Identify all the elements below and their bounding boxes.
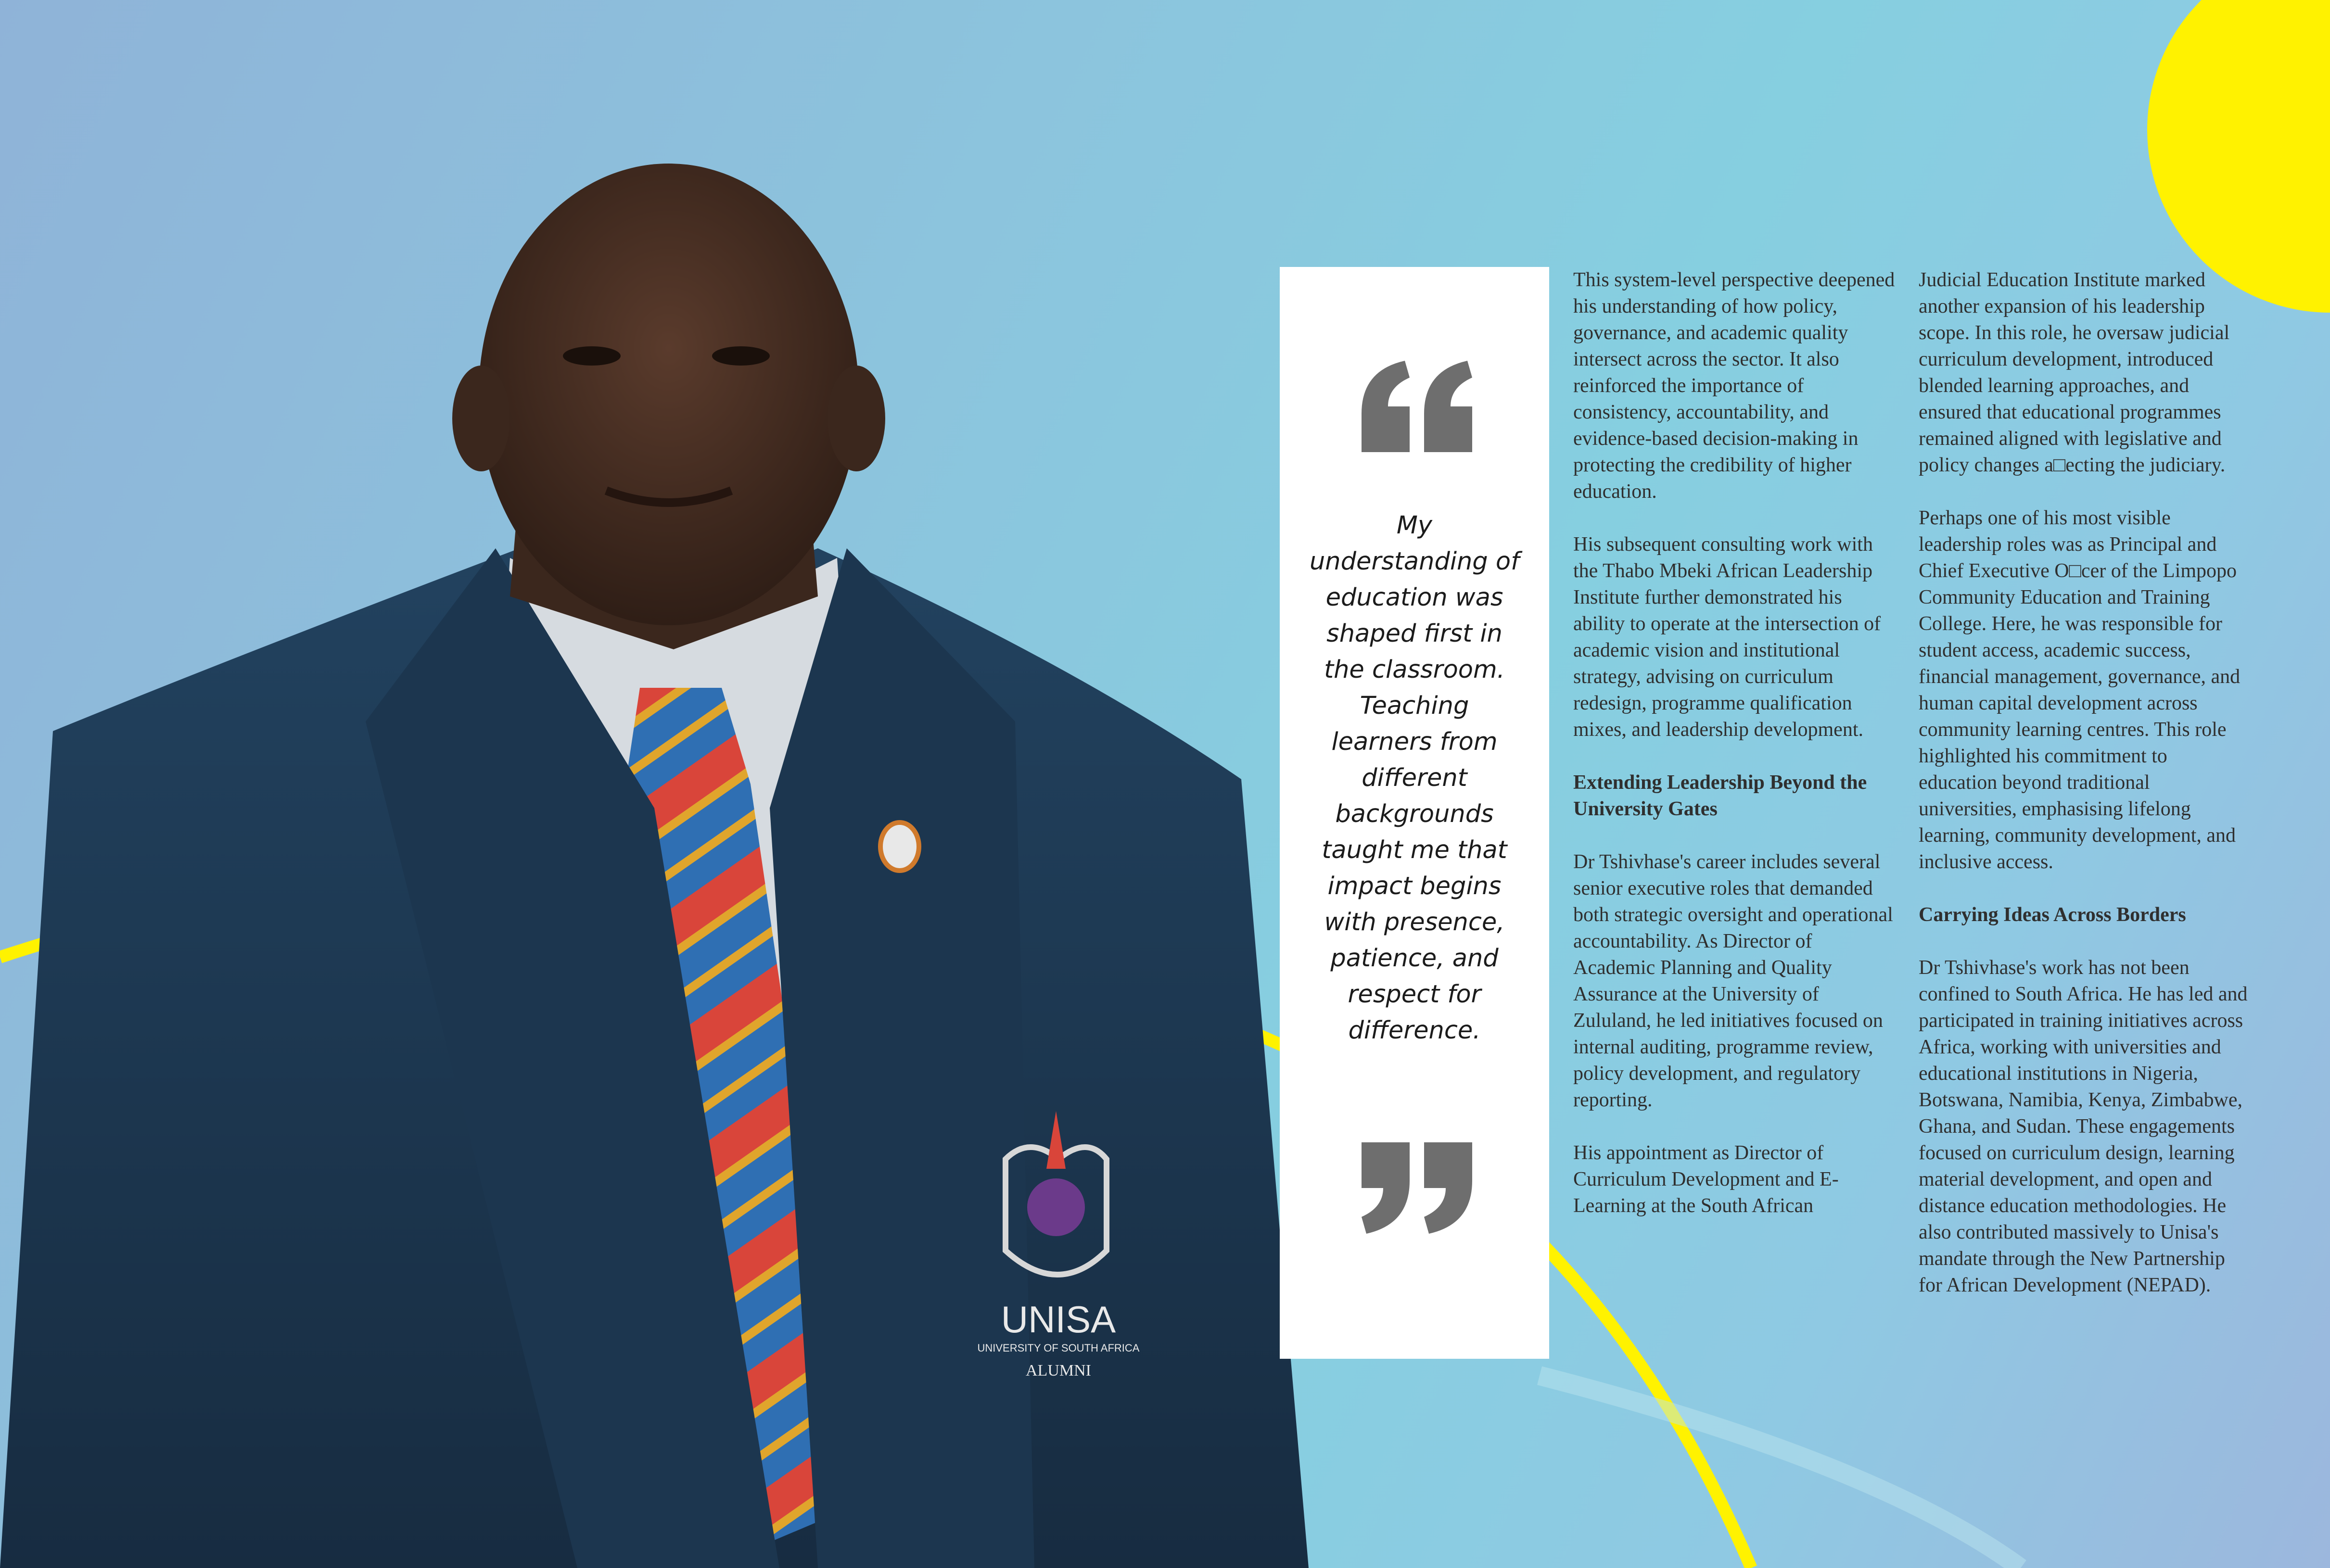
section-heading: Extending Leadership Beyond the University Gates [1573, 771, 1867, 820]
article-column-2 [1919, 267, 2251, 1325]
open-quote-icon [1362, 361, 1472, 452]
paragraph: Judicial Education Institute marked another expansion of his leadership scope. In this role, he oversaw judicial curriculum development, introduced blended learning approaches, and ensured that educational programmes remained aligned with legislative and policy changes a□ecting the judiciary. [1919, 269, 2230, 476]
paragraph: This system-level perspective deepened his understanding of how policy, governance, and academic quality intersect across the sector. It also reinforced the importance of consistency, accountability, and evidence-based decision-making in protecting the credibility of higher education. [1573, 269, 1895, 503]
paragraph: Perhaps one of his most visible leadership roles was as Principal and Chief Executive O□cer of the Limpopo Community Education and Training College. Here, he was responsible for student access, academic success, financial management, governance, and human capital development across community learning centres. This role highlighted his commitment to education beyond traditional universities, emphasising lifelong learning, community development, and inclusive access. [1919, 507, 2241, 873]
pull-quote-card [1280, 267, 1549, 1359]
section-heading: Carrying Ideas Across Borders [1919, 904, 2186, 926]
paragraph: His subsequent consulting work with the Thabo Mbeki African Leadership Institute further demonstrated his ability to operate at the intersection of academic vision and institutional strategy, advising on curriculum redesign, programme qualification mixes, and leadership development. [1573, 533, 1881, 741]
head [479, 164, 859, 625]
pull-quote-text: My understanding of education was shaped first in the classroom. Teaching learners from different backgrounds taught me that impact begins with presence, patience, and respect for difference. [1309, 511, 1520, 1045]
paragraph: Dr Tshivhase's career includes several senior executive roles that demanded both strategic oversight and operational accountability. As Director of Academic Planning and Quality Assurance at the University of Zululand, he led initiatives focused on internal auditing, programme review, policy development, and regulatory reporting. [1573, 851, 1893, 1111]
emblem-circle [1027, 1178, 1085, 1236]
lapel-right [770, 548, 1034, 1568]
eye-left [563, 346, 621, 366]
paragraph: His appointment as Director of Curriculum Development and E-Learning at the South African [1573, 1142, 1839, 1217]
eye-right [712, 346, 770, 366]
yellow-sun-circle [2147, 0, 2330, 313]
lapel-pin [880, 822, 919, 871]
emblem-label: ALUMNI [1026, 1362, 1091, 1379]
portrait-photo [0, 87, 1309, 1568]
emblem-subtitle: UNIVERSITY OF SOUTH AFRICA [977, 1342, 1140, 1354]
close-quote-icon [1362, 1142, 1472, 1234]
light-arc-right [1540, 1376, 2021, 1568]
ear-right [828, 366, 885, 471]
paragraph: Dr Tshivhase's work has not been confined to South Africa. He has led and participated in training initiatives across Africa, working with universities and educational institutions in Nigeria, Botswana, Namibia, Kenya, Zimbabwe, Ghana, and Sudan. These engagements focused on curriculum design, learning material development, and open and distance education methodologies. He also contributed massively to Unisa's mandate through the New Partnership for African Development (NEPAD). [1919, 957, 2248, 1296]
article-column-1 [1573, 267, 1896, 1246]
ear-left [452, 366, 510, 471]
emblem-brand: UNISA [1001, 1298, 1116, 1340]
